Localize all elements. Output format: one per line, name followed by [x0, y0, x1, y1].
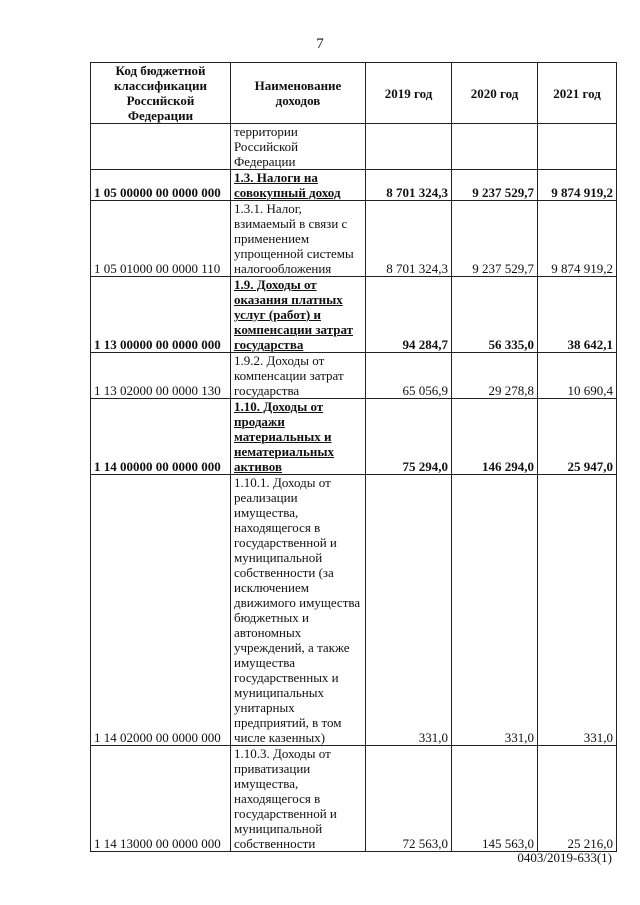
table-row: [91, 170, 617, 201]
row-name: территории Российской Федерации: [231, 124, 366, 170]
row-code: 1 14 02000 00 0000 000: [91, 475, 231, 746]
table-row: [91, 746, 617, 852]
row-name: 1.9. Доходы от оказания платных услуг (работ) и компенсации затрат государства: [231, 277, 366, 353]
row-value-2020: 9 237 529,7: [452, 201, 538, 277]
table-row: [91, 124, 617, 170]
row-code: 1 14 00000 00 0000 000: [91, 399, 231, 475]
header-2019: 2019 год: [366, 63, 452, 124]
row-value-2020: 146 294,0: [452, 399, 538, 475]
header-2021: 2021 год: [538, 63, 617, 124]
row-value-2021: [538, 124, 617, 170]
row-value-2021: 25 216,0: [538, 746, 617, 852]
table-row: [91, 399, 617, 475]
row-value-2021: 9 874 919,2: [538, 201, 617, 277]
row-code: [91, 124, 231, 170]
row-value-2020: 145 563,0: [452, 746, 538, 852]
row-name: 1.10.3. Доходы от приватизации имущества, находящегося в государственной и муниципальной собственности: [231, 746, 366, 852]
row-value-2021: 9 874 919,2: [538, 170, 617, 201]
row-code: 1 13 00000 00 0000 000: [91, 277, 231, 353]
row-value-2020: 29 278,8: [452, 353, 538, 399]
row-value-2019: [366, 124, 452, 170]
row-code: 1 05 01000 00 0000 110: [91, 201, 231, 277]
document-code: 0403/2019-633(1): [517, 850, 612, 865]
row-name: 1.10. Доходы от продажи материальных и нематериальных активов: [231, 399, 366, 475]
row-value-2020: [452, 124, 538, 170]
row-code: 1 05 00000 00 0000 000: [91, 170, 231, 201]
row-name: 1.9.2. Доходы от компенсации затрат государства: [231, 353, 366, 399]
page-number: 7: [316, 36, 324, 52]
row-value-2019: 72 563,0: [366, 746, 452, 852]
row-value-2021: 10 690,4: [538, 353, 617, 399]
table-row: [91, 277, 617, 353]
table-row: [91, 353, 617, 399]
row-value-2019: 8 701 324,3: [366, 201, 452, 277]
header-code: Код бюджетной классификации Российской Федерации: [91, 63, 231, 124]
row-value-2021: 38 642,1: [538, 277, 617, 353]
table-header-row: [91, 63, 617, 124]
row-value-2019: 94 284,7: [366, 277, 452, 353]
row-code: 1 14 13000 00 0000 000: [91, 746, 231, 852]
row-code: 1 13 02000 00 0000 130: [91, 353, 231, 399]
row-value-2021: 25 947,0: [538, 399, 617, 475]
row-value-2021: 331,0: [538, 475, 617, 746]
row-value-2019: 65 056,9: [366, 353, 452, 399]
table-row: [91, 201, 617, 277]
row-value-2020: 9 237 529,7: [452, 170, 538, 201]
row-name: 1.3.1. Налог, взимаемый в связи с применением упрощенной системы налогообложения: [231, 201, 366, 277]
header-2020: 2020 год: [452, 63, 538, 124]
row-value-2019: 331,0: [366, 475, 452, 746]
row-value-2019: 8 701 324,3: [366, 170, 452, 201]
row-value-2020: 56 335,0: [452, 277, 538, 353]
row-value-2019: 75 294,0: [366, 399, 452, 475]
row-name: 1.10.1. Доходы от реализации имущества, находящегося в государственной и муниципальной собственности (за исключением движимого имущества бюджетных и автономных учреждений, а также имущества государственных и муниципальных унитарных предприятий, в том числе казенных): [231, 475, 366, 746]
row-value-2020: 331,0: [452, 475, 538, 746]
budget-income-table: [90, 62, 617, 852]
row-name: 1.3. Налоги на совокупный доход: [231, 170, 366, 201]
table-row: [91, 475, 617, 746]
header-name: Наименование доходов: [231, 63, 366, 124]
